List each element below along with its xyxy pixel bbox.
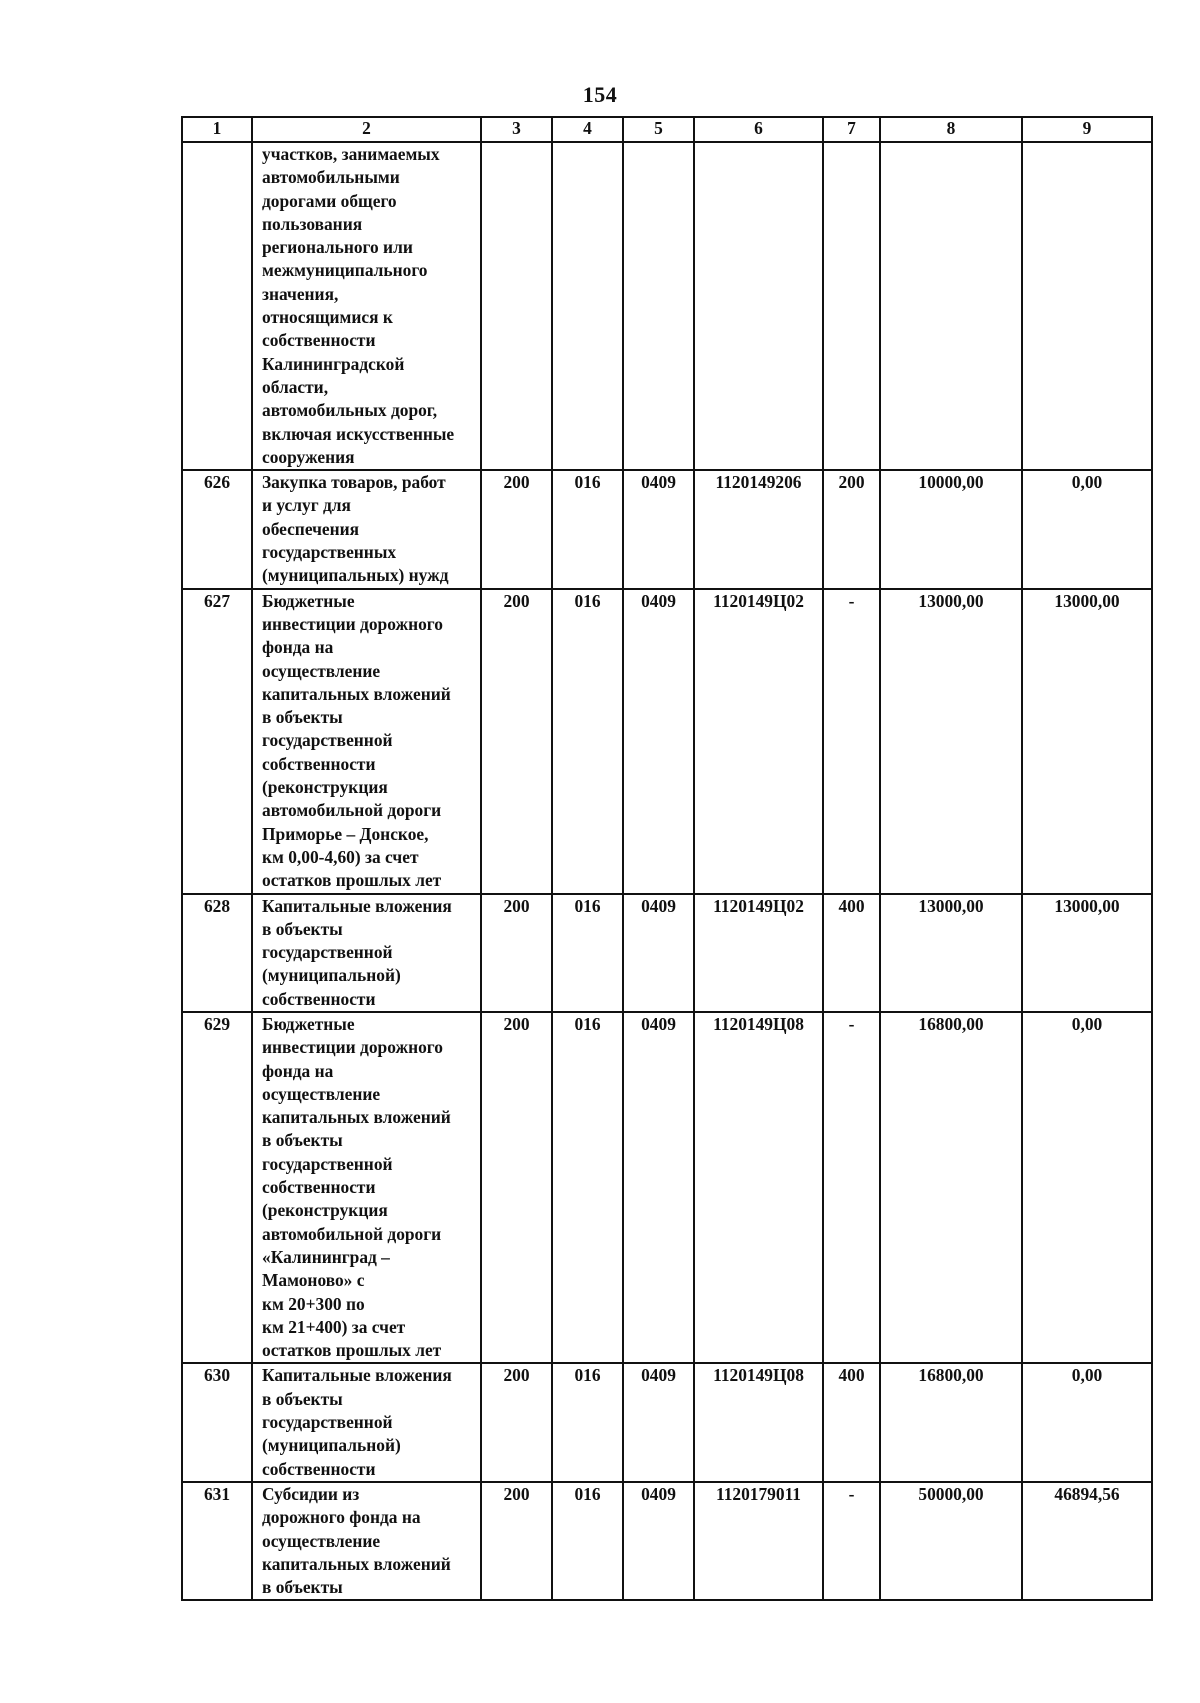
header-cell: 4 (552, 117, 623, 142)
item-name-line: значения, (262, 283, 339, 304)
target-article-cell: 1120179011 (694, 1482, 823, 1600)
item-name-line: капитальных вложений (262, 1553, 451, 1574)
item-name-line: фонда на (262, 637, 334, 658)
amount-planned-cell: 16800,00 (880, 1363, 1022, 1481)
item-name-line: собственности (262, 753, 376, 774)
row-number-cell: 630 (182, 1363, 252, 1481)
header-cell: 8 (880, 117, 1022, 142)
item-name-line: государственных (262, 542, 397, 563)
item-name-cell (252, 894, 481, 1012)
target-article-cell (694, 142, 823, 470)
amount-executed-cell: 0,00 (1022, 470, 1152, 588)
item-name-line: собственности (262, 1177, 376, 1198)
target-article-cell: 1120149206 (694, 470, 823, 588)
header-cell: 6 (694, 117, 823, 142)
row-number-cell (182, 142, 252, 470)
page-number: 154 (582, 82, 618, 107)
header-cell: 5 (623, 117, 694, 142)
item-name-line: Капитальные вложения (262, 895, 452, 916)
expense-type-cell: 400 (823, 1363, 880, 1481)
target-article-cell: 1120149Ц02 (694, 589, 823, 894)
item-name-line: (муниципальных) нужд (262, 565, 449, 586)
row-number-cell: 626 (182, 470, 252, 588)
item-name-line: Капитальные вложения (262, 1365, 452, 1386)
item-name-cell (252, 1012, 481, 1363)
item-name-cell (252, 470, 481, 588)
expense-type-cell: 200 (823, 470, 880, 588)
item-name-line: (реконструкция (262, 777, 388, 798)
amount-planned-cell: 13000,00 (880, 894, 1022, 1012)
item-name-line: области, (262, 376, 329, 397)
code-col3-cell: 200 (481, 894, 552, 1012)
item-name-line: Субсидии из (262, 1483, 360, 1504)
amount-executed-cell: 13000,00 (1022, 894, 1152, 1012)
item-name-line: автомобильной дороги (262, 800, 442, 821)
item-name-line: Закупка товаров, работ (262, 472, 446, 493)
item-name-line: в объекты (262, 707, 343, 728)
item-name-line: автомобильных дорог, (262, 400, 438, 421)
item-name-line: включая искусственные (262, 423, 455, 444)
item-name-line: остатков прошлых лет (262, 1340, 442, 1361)
item-name-line: км 20+300 по (262, 1293, 365, 1314)
header-cell: 9 (1022, 117, 1152, 142)
section-code-cell: 0409 (623, 894, 694, 1012)
table-row (182, 1482, 1152, 1600)
row-number-cell: 629 (182, 1012, 252, 1363)
item-name-line: Калининградской (262, 353, 405, 374)
item-name-line: государственной (262, 1412, 393, 1433)
item-name-line: км 0,00-4,60) за счет (262, 846, 419, 867)
item-name-line: сооружения (262, 446, 355, 467)
item-name-line: государственной (262, 730, 393, 751)
amount-executed-cell: 0,00 (1022, 1012, 1152, 1363)
target-article-cell: 1120149Ц02 (694, 894, 823, 1012)
item-name-line: км 21+400) за счет (262, 1316, 406, 1337)
item-name-line: участков, занимаемых (262, 144, 440, 164)
amount-planned-cell (880, 142, 1022, 470)
item-name-line: обеспечения (262, 518, 360, 539)
row-number-cell: 628 (182, 894, 252, 1012)
section-code-cell: 0409 (623, 589, 694, 894)
item-name-line: собственности (262, 1458, 376, 1479)
code-col4-cell: 016 (552, 1363, 623, 1481)
header-cell: 7 (823, 117, 880, 142)
amount-planned-cell: 13000,00 (880, 589, 1022, 894)
table-row (182, 470, 1152, 588)
target-article-cell: 1120149Ц08 (694, 1363, 823, 1481)
item-name-cell (252, 1482, 481, 1600)
code-col3-cell: 200 (481, 1012, 552, 1363)
code-col4-cell: 016 (552, 1012, 623, 1363)
item-name-cell (252, 142, 481, 470)
item-name-line: пользования (262, 213, 363, 234)
section-code-cell: 0409 (623, 1012, 694, 1363)
item-name-line: межмуниципального (262, 260, 428, 281)
code-col3-cell: 200 (481, 1363, 552, 1481)
code-col4-cell: 016 (552, 589, 623, 894)
header-cell: 2 (252, 117, 481, 142)
expense-type-cell: - (823, 589, 880, 894)
table-header-row (182, 117, 1152, 142)
item-name-cell (252, 1363, 481, 1481)
item-name-line: собственности (262, 988, 376, 1009)
code-col3-cell: 200 (481, 1482, 552, 1600)
expense-type-cell: 400 (823, 894, 880, 1012)
amount-executed-cell (1022, 142, 1152, 470)
item-name-line: автомобильной дороги (262, 1223, 442, 1244)
target-article-cell: 1120149Ц08 (694, 1012, 823, 1363)
item-name-line: инвестиции дорожного (262, 1037, 443, 1058)
item-name-line: «Калининград – (262, 1246, 390, 1267)
code-col4-cell (552, 142, 623, 470)
expense-type-cell: - (823, 1012, 880, 1363)
table-row (182, 142, 1152, 470)
item-name-line: Бюджетные (262, 1013, 355, 1034)
header-cell: 3 (481, 117, 552, 142)
item-name-line: капитальных вложений (262, 1107, 451, 1128)
item-name-line: осуществление (262, 1083, 381, 1104)
amount-planned-cell: 10000,00 (880, 470, 1022, 588)
item-name-line: остатков прошлых лет (262, 870, 442, 891)
item-name-line: автомобильными (262, 167, 400, 188)
item-name-line: осуществление (262, 1530, 381, 1551)
item-name-line: в объекты (262, 1388, 343, 1409)
item-name-line: капитальных вложений (262, 683, 451, 704)
code-col4-cell: 016 (552, 894, 623, 1012)
item-name-line: инвестиции дорожного (262, 613, 443, 634)
expense-type-cell: - (823, 1482, 880, 1600)
item-name-line: государственной (262, 942, 393, 963)
table-row (182, 1363, 1152, 1481)
item-name-line: в объекты (262, 1130, 343, 1151)
item-name-line: осуществление (262, 660, 381, 681)
table-row (182, 894, 1152, 1012)
item-name-line: фонда на (262, 1060, 334, 1081)
item-name-line: в объекты (262, 1577, 343, 1598)
item-name-line: относящимися к (262, 307, 393, 328)
amount-executed-cell: 0,00 (1022, 1363, 1152, 1481)
table-row (182, 589, 1152, 894)
section-code-cell: 0409 (623, 1363, 694, 1481)
item-name-line: Бюджетные (262, 590, 355, 611)
row-number-cell: 631 (182, 1482, 252, 1600)
code-col3-cell (481, 142, 552, 470)
item-name-line: (муниципальной) (262, 1435, 401, 1456)
amount-planned-cell: 50000,00 (880, 1482, 1022, 1600)
section-code-cell: 0409 (623, 470, 694, 588)
code-col3-cell: 200 (481, 589, 552, 894)
code-col4-cell: 016 (552, 1482, 623, 1600)
section-code-cell: 0409 (623, 1482, 694, 1600)
header-cell: 1 (182, 117, 252, 142)
amount-executed-cell: 46894,56 (1022, 1482, 1152, 1600)
code-col4-cell: 016 (552, 470, 623, 588)
table-row (182, 1012, 1152, 1363)
amount-executed-cell: 13000,00 (1022, 589, 1152, 894)
item-name-line: собственности (262, 330, 376, 351)
item-name-line: в объекты (262, 918, 343, 939)
item-name-line: (муниципальной) (262, 965, 401, 986)
item-name-line: Приморье – Донское, (262, 823, 429, 844)
item-name-cell (252, 589, 481, 894)
item-name-line: регионального или (262, 237, 413, 258)
expense-type-cell (823, 142, 880, 470)
item-name-line: (реконструкция (262, 1200, 388, 1221)
code-col3-cell: 200 (481, 470, 552, 588)
item-name-line: и услуг для (262, 495, 351, 516)
budget-table (181, 116, 1153, 1601)
item-name-line: дорожного фонда на (262, 1507, 421, 1528)
amount-planned-cell: 16800,00 (880, 1012, 1022, 1363)
row-number-cell: 627 (182, 589, 252, 894)
section-code-cell (623, 142, 694, 470)
item-name-line: государственной (262, 1153, 393, 1174)
item-name-line: дорогами общего (262, 190, 397, 211)
item-name-line: Мамоново» с (262, 1270, 365, 1291)
